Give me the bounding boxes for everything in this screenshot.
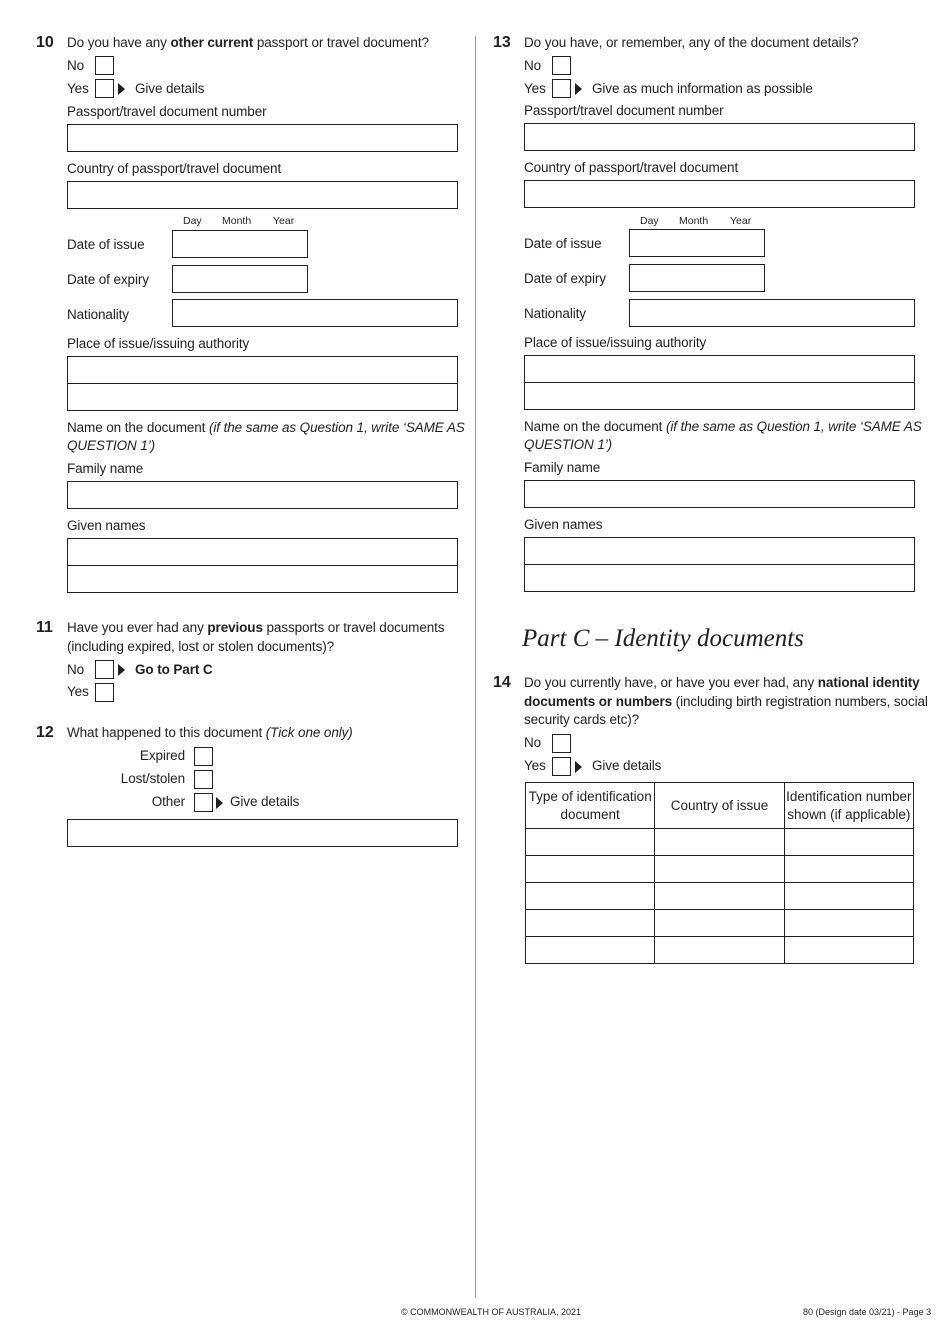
- q13-no-checkbox[interactable]: [552, 56, 571, 75]
- identity-documents-table: [525, 782, 914, 964]
- q13-no-label: No: [524, 58, 542, 73]
- question-12-text: What happened to this document (Tick one only): [67, 725, 353, 740]
- q12-expired-label: Expired: [139, 748, 185, 763]
- q10-date-issue-field[interactable]: [172, 230, 308, 258]
- question-13-text: Do you have, or remember, any of the document details?: [524, 35, 859, 50]
- arrow-right-icon: [118, 83, 125, 95]
- question-14-text-line2: documents or numbers (including birth registration numbers, social: [524, 694, 928, 709]
- question-number-13: 13: [493, 34, 511, 51]
- q10-passport-number-field[interactable]: [67, 124, 458, 152]
- q10-give-details: Give details: [135, 81, 205, 96]
- q13-nationality-label: Nationality: [524, 306, 586, 321]
- table-cell[interactable]: [784, 910, 913, 937]
- question-11-text: Have you ever had any previous passports or travel documents: [67, 620, 445, 635]
- q10-nationality-label: Nationality: [67, 307, 129, 322]
- table-row: [526, 937, 914, 964]
- table-cell[interactable]: [655, 883, 784, 910]
- table-header-type: Type of identification document: [526, 783, 655, 829]
- q13-family-name-label: Family name: [524, 460, 601, 475]
- q13-year-label: Year: [730, 215, 752, 227]
- q13-family-name-field[interactable]: [524, 480, 915, 508]
- table-cell[interactable]: [655, 910, 784, 937]
- q10-family-name-label: Family name: [67, 461, 144, 476]
- table-row: [526, 829, 914, 856]
- q13-day-label: Day: [640, 215, 659, 227]
- question-number-10: 10: [36, 34, 54, 51]
- table-cell[interactable]: [655, 856, 784, 883]
- q14-yes-checkbox[interactable]: [552, 757, 571, 776]
- q13-name-note: QUESTION 1’): [524, 437, 613, 452]
- q10-country-field[interactable]: [67, 181, 458, 209]
- q10-place-issue-field-2[interactable]: [67, 383, 458, 411]
- table-cell[interactable]: [784, 937, 913, 964]
- table-header-id-number: Identification number shown (if applicable): [784, 783, 913, 829]
- q10-date-expiry-field[interactable]: [172, 265, 308, 293]
- q10-day-label: Day: [183, 215, 202, 227]
- q13-country-field[interactable]: [524, 180, 915, 208]
- q10-date-issue-label: Date of issue: [67, 237, 145, 252]
- q10-country-label: Country of passport/travel document: [67, 161, 282, 176]
- q13-date-issue-label: Date of issue: [524, 236, 602, 251]
- q10-year-label: Year: [273, 215, 295, 227]
- q13-month-label: Month: [679, 215, 709, 227]
- arrow-right-icon: [575, 761, 582, 773]
- q10-given-names-field-1[interactable]: [67, 538, 458, 566]
- q12-other-label: Other: [151, 794, 185, 809]
- table-header-row: [526, 783, 914, 829]
- table-cell[interactable]: [784, 883, 913, 910]
- q13-given-names-field-1[interactable]: [524, 537, 915, 565]
- q10-family-name-field[interactable]: [67, 481, 458, 509]
- q13-place-issue-field-2[interactable]: [524, 382, 915, 410]
- arrow-right-icon: [575, 83, 582, 95]
- arrow-right-icon: [118, 664, 125, 676]
- q11-no-checkbox[interactable]: [95, 660, 114, 679]
- q10-no-checkbox[interactable]: [95, 56, 114, 75]
- q10-place-issue-field-1[interactable]: [67, 356, 458, 384]
- q13-name-on-doc-label: Name on the document (if the same as Question 1, write ‘SAME AS: [524, 419, 922, 434]
- column-divider: [475, 36, 476, 1298]
- q13-yes-label: Yes: [524, 81, 546, 96]
- q10-place-issue-label: Place of issue/issuing authority: [67, 336, 250, 351]
- table-cell[interactable]: [526, 937, 655, 964]
- q10-given-names-field-2[interactable]: [67, 565, 458, 593]
- q10-nationality-field[interactable]: [172, 299, 458, 327]
- question-number-14: 14: [493, 674, 511, 691]
- question-14-text-line3: security cards etc)?: [524, 712, 640, 727]
- q13-passport-number-field[interactable]: [524, 123, 915, 151]
- q12-other-checkbox[interactable]: [194, 793, 213, 812]
- table-cell[interactable]: [526, 829, 655, 856]
- footer-page-info: 80 (Design date 03/21) - Page 3: [803, 1307, 932, 1317]
- table-row: [526, 883, 914, 910]
- q13-given-names-field-2[interactable]: [524, 564, 915, 592]
- q13-date-expiry-field[interactable]: [629, 264, 765, 292]
- q10-month-label: Month: [222, 215, 252, 227]
- q10-given-names-label: Given names: [67, 518, 146, 533]
- q10-yes-checkbox[interactable]: [95, 79, 114, 98]
- table-cell[interactable]: [526, 856, 655, 883]
- q12-lost-checkbox[interactable]: [194, 770, 213, 789]
- q12-details-field[interactable]: [67, 819, 458, 847]
- q13-give-info: Give as much information as possible: [592, 81, 813, 96]
- table-cell[interactable]: [784, 829, 913, 856]
- table-cell[interactable]: [526, 883, 655, 910]
- table-row: [526, 856, 914, 883]
- q11-yes-label: Yes: [67, 684, 89, 699]
- table-header-country: Country of issue: [655, 783, 784, 829]
- question-number-11: 11: [36, 619, 53, 636]
- q11-no-label: No: [67, 662, 85, 677]
- q10-date-expiry-label: Date of expiry: [67, 272, 149, 287]
- q14-yes-label: Yes: [524, 758, 546, 773]
- table-cell[interactable]: [526, 910, 655, 937]
- q13-passport-number-label: Passport/travel document number: [524, 103, 724, 118]
- question-10-text: Do you have any other current passport or travel document?: [67, 35, 429, 50]
- q14-give-details: Give details: [592, 758, 662, 773]
- q10-no-label: No: [67, 58, 85, 73]
- table-cell[interactable]: [655, 829, 784, 856]
- footer-copyright: © COMMONWEALTH OF AUSTRALIA, 2021: [401, 1307, 581, 1317]
- q13-date-expiry-label: Date of expiry: [524, 271, 606, 286]
- q12-give-details: Give details: [230, 794, 300, 809]
- question-14-text: Do you currently have, or have you ever had, any national identity: [524, 675, 920, 690]
- question-11-text-line2: (including expired, lost or stolen documents)?: [67, 639, 335, 654]
- table-row: [526, 910, 914, 937]
- q12-lost-label: Lost/stolen: [120, 771, 185, 786]
- q14-no-checkbox[interactable]: [552, 734, 571, 753]
- table-cell[interactable]: [784, 856, 913, 883]
- q12-expired-checkbox[interactable]: [194, 747, 213, 766]
- q13-given-names-label: Given names: [524, 517, 603, 532]
- q11-go-to-part-c: Go to Part C: [135, 662, 213, 677]
- q10-name-note: QUESTION 1’): [67, 438, 156, 453]
- q13-place-issue-field-1[interactable]: [524, 355, 915, 383]
- q13-date-issue-field[interactable]: [629, 229, 765, 257]
- q10-yes-label: Yes: [67, 81, 89, 96]
- q13-nationality-field[interactable]: [629, 299, 915, 327]
- q13-place-issue-label: Place of issue/issuing authority: [524, 335, 707, 350]
- part-c-heading: Part C – Identity documents: [522, 625, 804, 652]
- q10-name-on-doc-label: Name on the document (if the same as Question 1, write ‘SAME AS: [67, 420, 465, 435]
- arrow-right-icon: [216, 797, 223, 809]
- question-number-12: 12: [36, 724, 54, 741]
- q11-yes-checkbox[interactable]: [95, 683, 114, 702]
- q13-country-label: Country of passport/travel document: [524, 160, 739, 175]
- q13-yes-checkbox[interactable]: [552, 79, 571, 98]
- table-cell[interactable]: [655, 937, 784, 964]
- q14-no-label: No: [524, 735, 542, 750]
- q10-passport-number-label: Passport/travel document number: [67, 104, 267, 119]
